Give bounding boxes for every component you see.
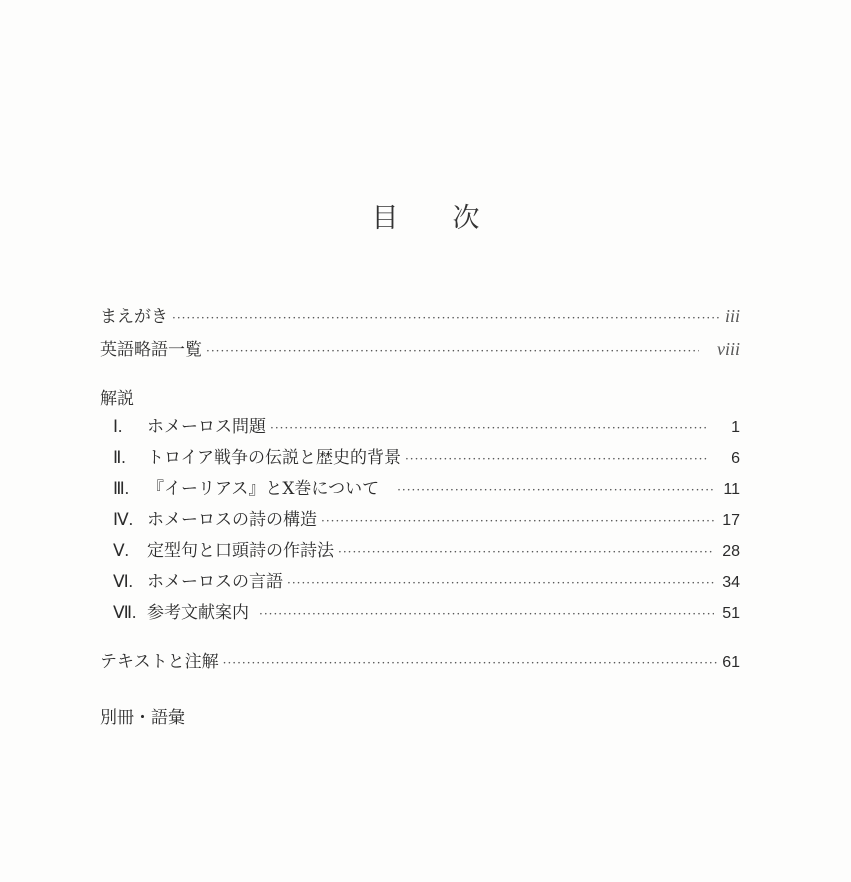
- toc-entry[interactable]: [113, 509, 740, 532]
- dot-leader: [338, 541, 714, 563]
- toc-entry-label: ホメーロス問題: [147, 417, 266, 437]
- toc-entry[interactable]: [113, 571, 740, 594]
- toc-entry-page: iii: [724, 306, 740, 326]
- toc-entry-label: トロイア戦争の伝説と歴史的背景: [147, 448, 401, 468]
- toc-entry-label: 英語略語一覧: [100, 340, 202, 360]
- dot-leader: [206, 340, 699, 362]
- toc-entry-abbreviations[interactable]: [100, 338, 740, 362]
- dot-leader: [270, 417, 709, 439]
- chapter-number: Ⅵ.: [113, 572, 133, 591]
- toc-entry-page: 34: [722, 574, 740, 591]
- dot-leader: [259, 603, 714, 625]
- toc-entry-label: テキストと注解: [100, 652, 219, 672]
- page-title: [0, 196, 851, 235]
- toc-entry-label: 『イーリアス』とⅩ巻について: [147, 479, 380, 499]
- chapter-number: Ⅶ.: [113, 603, 137, 622]
- toc-entry-page: 17: [722, 512, 740, 529]
- title-char-1: 目: [371, 203, 399, 234]
- dot-leader: [321, 510, 714, 532]
- toc-entry-page: 61: [722, 654, 740, 671]
- chapter-number: Ⅳ.: [113, 510, 133, 529]
- toc-entry-label: ホメーロスの詩の構造: [147, 510, 317, 530]
- toc-entry-label: ホメーロスの言語: [147, 572, 283, 592]
- dot-leader: [397, 479, 715, 501]
- dot-leader: [287, 572, 714, 594]
- chapter-number: Ⅲ.: [113, 479, 129, 498]
- toc-entry-page: 1: [731, 419, 740, 436]
- dot-leader: [172, 307, 721, 329]
- toc-entry-text[interactable]: [100, 651, 740, 674]
- supplement-heading: 別冊・語彙: [100, 708, 185, 728]
- toc-entry-preface[interactable]: [100, 305, 740, 329]
- toc-entry[interactable]: [113, 602, 740, 625]
- toc-entry[interactable]: [113, 416, 740, 439]
- section-heading: 解説: [100, 389, 134, 409]
- chapter-number: Ⅰ.: [113, 417, 123, 436]
- toc-entry-label: 定型句と口頭詩の作詩法: [147, 541, 334, 561]
- toc-entry[interactable]: [113, 447, 740, 470]
- toc-entry-page: 11: [723, 481, 740, 498]
- toc-entry-label: まえがき: [100, 307, 168, 327]
- toc-entry[interactable]: [113, 478, 740, 501]
- title-char-2: 次: [452, 203, 480, 234]
- chapter-number: Ⅴ.: [113, 541, 129, 560]
- dot-leader: [405, 448, 709, 470]
- toc-entry-label: 参考文献案内: [147, 603, 249, 623]
- toc-entry-page: 6: [731, 450, 740, 467]
- toc-entry-page: 28: [722, 543, 740, 560]
- dot-leader: [223, 652, 719, 674]
- toc-entry-page: viii: [717, 339, 740, 359]
- chapter-number: Ⅱ.: [113, 448, 126, 467]
- toc-entry[interactable]: [113, 540, 740, 563]
- toc-entry-page: 51: [722, 605, 740, 622]
